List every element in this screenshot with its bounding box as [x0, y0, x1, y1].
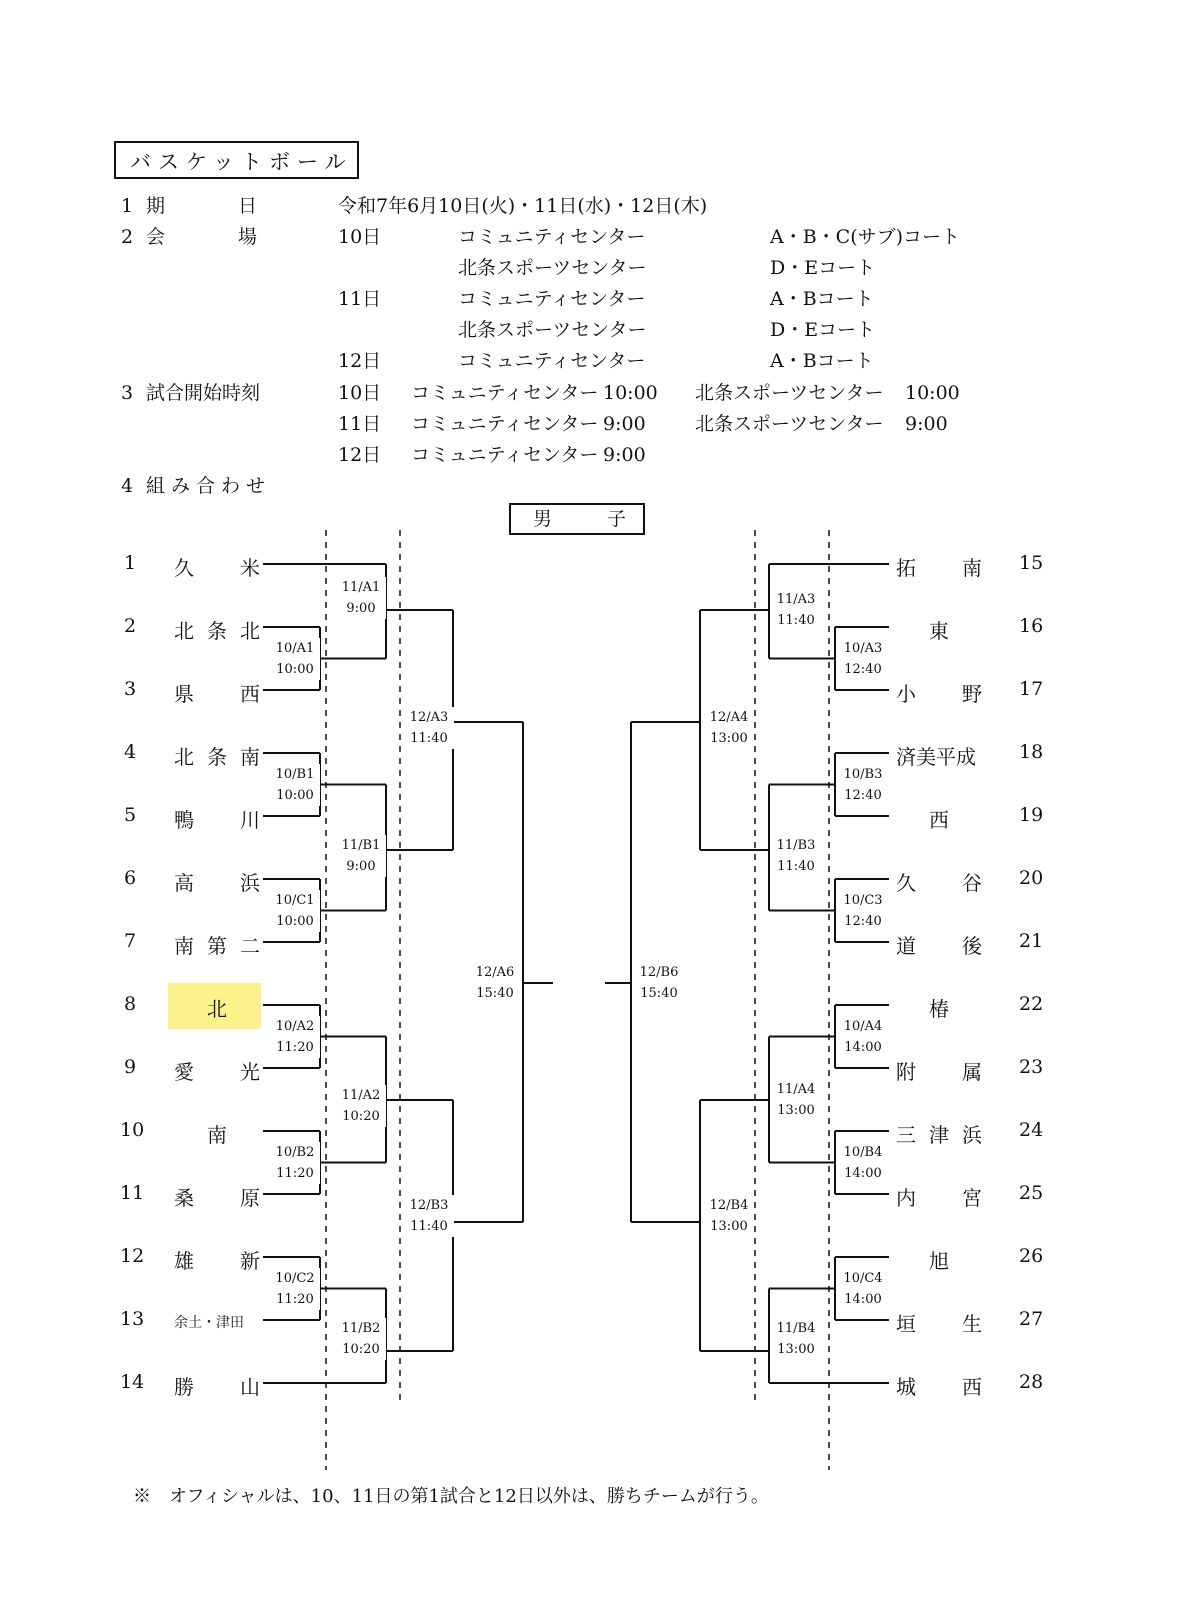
time-value: 10:00	[905, 382, 960, 404]
match-label	[771, 589, 821, 631]
team-char: 属	[962, 1060, 982, 1084]
team-seed: 28	[1019, 1371, 1044, 1393]
team-seed: 21	[1019, 930, 1044, 952]
gender-char: 男	[533, 508, 553, 530]
match-time: 9:00	[346, 601, 376, 616]
team-char: 光	[240, 1060, 260, 1084]
team-char: 浜	[240, 871, 260, 895]
match-time: 11:40	[410, 731, 448, 746]
team-seed: 25	[1019, 1182, 1044, 1204]
match-time: 11:40	[777, 613, 815, 628]
team-char: 北	[174, 745, 194, 769]
match-label	[404, 707, 454, 749]
team-char: 北	[240, 619, 260, 643]
team-char: 県	[174, 682, 194, 706]
team-seed: 23	[1019, 1056, 1044, 1078]
team-seed: 26	[1019, 1245, 1044, 1267]
team-char: 米	[240, 556, 260, 580]
match-label	[838, 1142, 888, 1184]
team-seed: 11	[120, 1182, 145, 1204]
match-label	[270, 638, 320, 680]
match-time: 13:00	[777, 1103, 815, 1118]
period-label: 期 日	[146, 195, 262, 217]
match-time: 11:20	[276, 1039, 314, 1055]
team-name	[896, 1371, 982, 1397]
match-time: 14:00	[844, 1165, 882, 1181]
match-id: 11/B1	[341, 838, 381, 853]
time-value: 9:00	[603, 413, 646, 435]
match-label	[771, 1079, 821, 1121]
match-id: 11/A2	[341, 1088, 381, 1103]
venue-court: A・Bコート	[770, 288, 874, 310]
time-place: コミュニティセンター	[411, 382, 599, 404]
team-name: 西	[929, 808, 949, 832]
match-label	[838, 890, 888, 932]
team-char: 高	[174, 871, 194, 895]
match-time: 12:40	[844, 913, 882, 929]
match-id: 10/B3	[843, 766, 883, 782]
venue-court: D・Eコート	[770, 257, 876, 279]
team-char: 拓	[896, 556, 916, 580]
match-id: 11/B3	[776, 838, 816, 853]
team-seed: 7	[124, 930, 137, 952]
match-label	[270, 1142, 320, 1184]
venue-day: 12日	[338, 350, 382, 372]
match-id: 10/A2	[275, 1018, 315, 1034]
match-id: 10/A3	[843, 640, 883, 656]
team-char: 南	[174, 934, 194, 958]
team-seed: 5	[124, 804, 137, 826]
venue-place: 北条スポーツセンター	[458, 319, 647, 341]
match-id: 11/B2	[341, 1321, 381, 1336]
match-id: 11/B4	[776, 1321, 816, 1336]
team-name: 余土・津田	[174, 1315, 244, 1331]
team-name	[896, 1182, 982, 1208]
team-name	[174, 678, 260, 704]
match-id: 10/A1	[275, 640, 315, 656]
team-name: 椿	[929, 997, 949, 1021]
match-id: 12/B4	[709, 1198, 749, 1213]
team-char: 条	[207, 619, 227, 643]
match-id: 12/B3	[409, 1198, 449, 1213]
team-char: 谷	[962, 871, 982, 895]
team-name	[174, 930, 260, 956]
match-label	[838, 1268, 888, 1310]
time-place: コミュニティセンター	[411, 413, 599, 435]
team-name	[174, 1182, 260, 1208]
period-value: 令和7年6月10日(火)・11日(水)・12日(木)	[338, 195, 708, 217]
match-time: 15:40	[476, 986, 514, 1001]
team-char: 新	[240, 1249, 260, 1273]
team-char: 久	[896, 871, 916, 895]
team-name: 旭	[929, 1249, 949, 1273]
match-label	[704, 1195, 754, 1237]
team-char: 津	[929, 1123, 949, 1147]
team-name: 済美平成	[896, 745, 976, 769]
match-label	[838, 638, 888, 680]
match-time: 12:40	[844, 661, 882, 677]
venue-court: D・Eコート	[770, 319, 876, 341]
match-time: 11:40	[777, 859, 815, 874]
match-id: 10/C4	[843, 1270, 883, 1286]
team-char: 野	[962, 682, 982, 706]
match-id: 10/B2	[275, 1144, 315, 1160]
venue-label: 会 場	[146, 226, 262, 248]
venue-place: コミュニティセンター	[458, 350, 646, 372]
team-char: 西	[240, 682, 260, 706]
team-char: 垣	[896, 1312, 916, 1336]
team-name	[896, 552, 982, 578]
match-label	[336, 1318, 386, 1360]
team-seed: 8	[124, 993, 137, 1015]
match-time: 9:00	[346, 859, 376, 874]
time-day: 11日	[338, 413, 382, 435]
match-id: 12/A6	[475, 965, 515, 980]
team-name	[174, 804, 260, 830]
match-label	[270, 1268, 320, 1310]
venue-place: 北条スポーツセンター	[458, 257, 647, 279]
team-seed: 10	[120, 1119, 145, 1141]
time-number: 3	[121, 382, 134, 404]
time-place: コミュニティセンター	[411, 444, 599, 466]
team-char: 三	[896, 1123, 916, 1147]
match-time: 12:40	[844, 787, 882, 803]
match-label	[771, 835, 821, 877]
team-name	[174, 741, 260, 767]
match-time: 15:40	[640, 986, 678, 1001]
team-char: 生	[962, 1312, 982, 1336]
team-char: 附	[896, 1060, 916, 1084]
team-char: 雄	[174, 1249, 194, 1273]
team-char: 原	[240, 1186, 260, 1210]
team-char: 宮	[962, 1186, 982, 1210]
match-time: 13:00	[710, 731, 748, 746]
match-time: 13:00	[710, 1219, 748, 1234]
time-value: 10:00	[603, 382, 658, 404]
team-name	[896, 867, 982, 893]
bracket-label: 組み合わせ	[146, 475, 272, 497]
team-name	[174, 1056, 260, 1082]
team-char: 桑	[174, 1186, 194, 1210]
team-seed: 18	[1019, 741, 1044, 763]
team-char: 川	[240, 808, 260, 832]
match-time: 10:20	[342, 1342, 380, 1357]
team-seed: 6	[124, 867, 137, 889]
venue-number: 2	[121, 226, 134, 248]
venue-place: コミュニティセンター	[458, 226, 646, 248]
team-char: 愛	[174, 1060, 194, 1084]
match-label	[336, 1085, 386, 1127]
team-seed: 15	[1019, 552, 1044, 574]
match-id: 10/C2	[275, 1270, 315, 1286]
team-seed: 16	[1019, 615, 1044, 637]
team-char: 小	[896, 682, 916, 706]
match-time: 10:00	[276, 913, 314, 929]
match-label	[838, 1016, 888, 1058]
team-char: 第	[207, 934, 227, 958]
match-label	[404, 1195, 454, 1237]
match-id: 11/A4	[776, 1082, 816, 1097]
team-seed: 19	[1019, 804, 1044, 826]
team-seed: 4	[124, 741, 137, 763]
match-id: 10/A4	[843, 1018, 883, 1034]
match-time: 10:00	[276, 661, 314, 677]
time-place: 北条スポーツセンター	[695, 413, 884, 435]
match-time: 10:00	[276, 787, 314, 803]
match-id: 11/A1	[341, 580, 381, 595]
team-seed: 22	[1019, 993, 1044, 1015]
time-place: 北条スポーツセンター	[695, 382, 884, 404]
team-char: 城	[896, 1375, 916, 1399]
bracket-number: 4	[121, 475, 134, 497]
team-char: 勝	[174, 1375, 194, 1399]
team-seed: 9	[124, 1056, 137, 1078]
team-name	[896, 930, 982, 956]
team-seed: 24	[1019, 1119, 1044, 1141]
time-value: 9:00	[905, 413, 948, 435]
page-title: バスケットボール	[114, 141, 359, 179]
team-char: 山	[240, 1375, 260, 1399]
team-name	[896, 1056, 982, 1082]
team-name: 南	[207, 1123, 227, 1147]
team-char: 条	[207, 745, 227, 769]
team-seed: 17	[1019, 678, 1044, 700]
team-char: 西	[962, 1375, 982, 1399]
venue-day: 11日	[338, 288, 382, 310]
team-char: 南	[962, 556, 982, 580]
time-value: 9:00	[603, 444, 646, 466]
match-id: 12/A3	[409, 710, 449, 725]
team-name: 北	[207, 997, 227, 1021]
team-name	[896, 1119, 982, 1145]
venue-day: 10日	[338, 226, 382, 248]
footnote: ※ オフィシャルは、10、11日の第1試合と12日以外は、勝ちチームが行う。	[133, 1486, 769, 1507]
team-seed: 20	[1019, 867, 1044, 889]
match-label	[771, 1318, 821, 1360]
team-name	[896, 1308, 982, 1334]
match-time: 10:20	[342, 1109, 380, 1124]
match-time: 11:20	[276, 1165, 314, 1181]
match-id: 11/A3	[776, 592, 816, 607]
team-char: 北	[174, 619, 194, 643]
team-seed: 1	[124, 552, 137, 574]
match-label	[270, 1016, 320, 1058]
match-label	[336, 835, 386, 877]
team-char: 久	[174, 556, 194, 580]
match-time: 11:20	[276, 1291, 314, 1307]
match-label	[838, 764, 888, 806]
team-seed: 14	[120, 1371, 145, 1393]
venue-court: A・B・C(サブ)コート	[770, 226, 961, 248]
team-name	[174, 615, 260, 641]
team-name: 東	[929, 619, 949, 643]
match-id: 10/C1	[275, 892, 315, 908]
venue-court: A・Bコート	[770, 350, 874, 372]
team-char: 鴨	[174, 808, 194, 832]
match-label	[270, 890, 320, 932]
team-name	[174, 867, 260, 893]
team-seed: 3	[124, 678, 137, 700]
match-id: 10/C3	[843, 892, 883, 908]
team-name	[896, 678, 982, 704]
period-number: 1	[121, 195, 134, 217]
match-time: 14:00	[844, 1291, 882, 1307]
team-char: 内	[896, 1186, 916, 1210]
team-char: 浜	[962, 1123, 982, 1147]
match-label	[704, 707, 754, 749]
team-char: 南	[240, 745, 260, 769]
team-seed: 13	[120, 1308, 145, 1330]
gender-char: 子	[607, 508, 627, 530]
team-name	[174, 552, 260, 578]
match-id: 10/B1	[275, 766, 315, 782]
team-seed: 2	[124, 615, 137, 637]
team-char: 二	[240, 934, 260, 958]
time-label: 試合開始時刻	[146, 382, 261, 404]
match-time: 13:00	[777, 1342, 815, 1357]
venue-place: コミュニティセンター	[458, 288, 646, 310]
match-label	[634, 962, 684, 1004]
match-label	[336, 577, 386, 619]
team-char: 道	[896, 934, 916, 958]
match-id: 12/A4	[709, 710, 749, 725]
team-seed: 12	[120, 1245, 145, 1267]
match-id: 10/B4	[843, 1144, 883, 1160]
match-time: 11:40	[410, 1219, 448, 1234]
team-name	[174, 1245, 260, 1271]
match-label	[270, 764, 320, 806]
match-time: 14:00	[844, 1039, 882, 1055]
team-seed: 27	[1019, 1308, 1044, 1330]
time-day: 12日	[338, 444, 382, 466]
team-char: 後	[962, 934, 982, 958]
match-id: 12/B6	[639, 965, 679, 980]
match-label	[470, 962, 520, 1004]
time-day: 10日	[338, 382, 382, 404]
team-name	[174, 1371, 260, 1397]
